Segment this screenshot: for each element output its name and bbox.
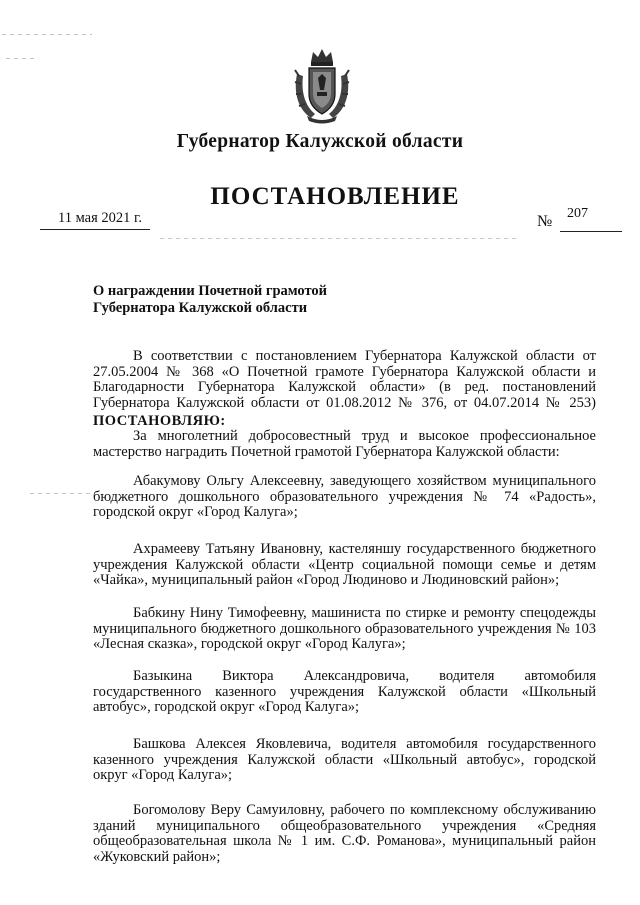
decree-word: ПОСТАНОВЛЯЮ: bbox=[93, 413, 226, 429]
awardee-paragraph: Абакумову Ольгу Алексеевну, заведующего хозяйством муниципального бюджетного дошкольного образовательного учреждения № 74 «Радость», городской округ «Город Калуга»; bbox=[93, 473, 596, 521]
awardee-paragraph: Ахрамеeву Татьяну Ивановну, кастеляншу государственного бюджетного учреждения Калужской области «Центр социальной помощи семье и детям «Чайка», муниципальный район «Город Людиново и Людиновский район»; bbox=[93, 541, 596, 589]
date-underline bbox=[40, 229, 150, 230]
document-number: 207 bbox=[567, 206, 588, 221]
awardee-paragraph: Богомолову Веру Самуиловну, рабочего по комплексному обслуживанию зданий муниципального общеобразовательного учреждения «Средняя общеобразовательная школа № 1 им. С.Ф. Романова», муниципальный район «Жуковский район»; bbox=[93, 802, 596, 865]
number-underline bbox=[560, 231, 622, 232]
awardee-paragraph: Башкова Алексея Яковлевича, водителя автомобиля государственного казенного учреждения Калужской области «Школьный автобус», городской округ «Город Калуга»; bbox=[93, 736, 596, 784]
number-sign: № bbox=[537, 213, 553, 230]
document-date: 11 мая 2021 г. bbox=[58, 210, 142, 226]
awardee-paragraph: Базыкина Виктора Александровича, водителя автомобиля государственного казенного учреждения Калужской области «Школьный автобус», городской округ «Город Калуга»; bbox=[93, 668, 596, 716]
awardee-paragraph: Бабкину Нину Тимофеевну, машиниста по стирке и ремонту спецодежды муниципального бюджетного дошкольного образовательного учреждения № 103 «Лесная сказка», городской округ «Город Калуга»; bbox=[93, 605, 596, 653]
subject-line: Губернатора Калужской области bbox=[93, 300, 308, 316]
document-type: ПОСТАНОВЛЕНИЕ bbox=[210, 183, 460, 210]
subject-line: О награждении Почетной грамотой bbox=[93, 283, 328, 299]
scan-artifact bbox=[160, 238, 520, 239]
issuing-authority: Губернатор Калужской области bbox=[176, 131, 464, 152]
scan-artifact bbox=[2, 34, 92, 35]
scan-artifact bbox=[6, 58, 36, 59]
preamble-paragraph: В соответствии с постановлением Губернатора Калужской области от 27.05.2004 № 368 «О Почетной грамоте Губернатора Калужской области и Благодарности Губернатора Калужской области» (в ред. постановлений Губернатора Калужской области от 01.08.2012 № 376, от 04.07.2014 № 253) bbox=[93, 348, 596, 411]
coat-of-arms-emblem bbox=[291, 44, 353, 124]
intro-paragraph: За многолетний добросовестный труд и высокое профессиональное мастерство наградить Почетной грамотой Губернатора Калужской области: bbox=[93, 428, 596, 460]
scan-artifact bbox=[30, 493, 90, 494]
document-subject bbox=[93, 283, 327, 317]
